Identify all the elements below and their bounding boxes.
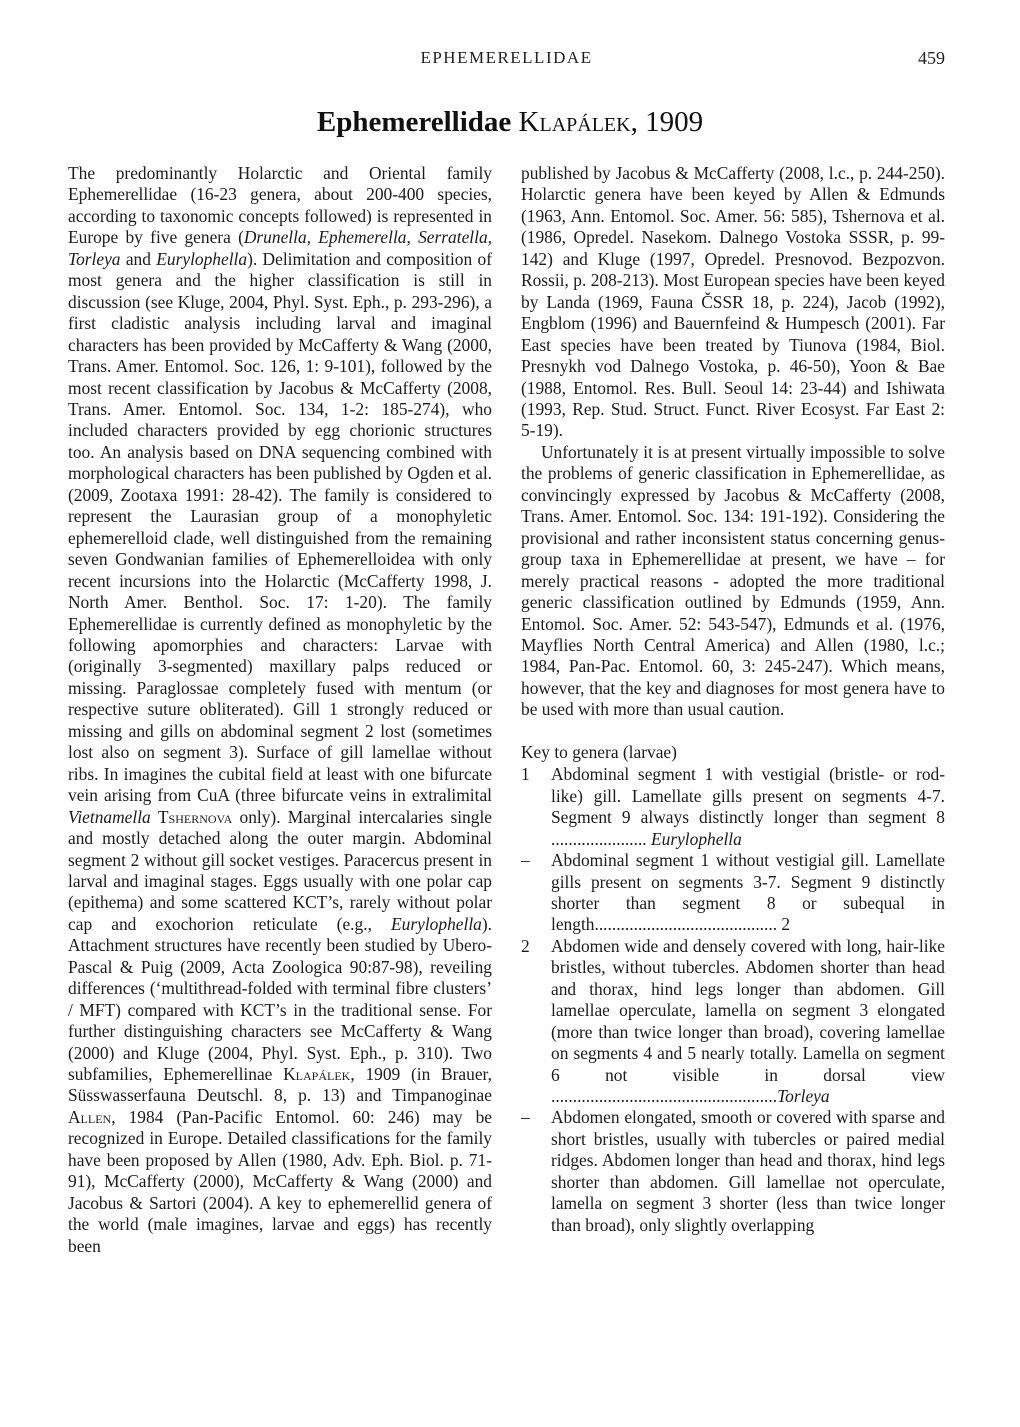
key-item — [521, 1107, 945, 1236]
key-item-marker: 1 — [521, 764, 530, 785]
body-paragraph: Unfortunately it is at present virtually impossible to solve the problems of generic classification in Ephemerellidae, as convincingly expressed by Jacobus & McCafferty (2008, Trans. Amer. Entomol. Soc. 134: 191-192). Considering the provisional and rather inconsistent status concerning genus-group taxa in Ephemerellidae at present, we have – for merely practical reasons - adopted the more traditional generic classification outlined by Edmunds (1959, Ann. Entomol. Soc. Amer. 52: 543-547), Edmunds et al. (1976, Mayflies North Central America) and Allen (1980, l.c.; 1984, Pan-Pac. Entomol. 60, 3: 245-247). Which means, however, that the key and diagnoses for most genera have to be used with more than usual caution. — [521, 441, 945, 720]
page-header — [68, 48, 945, 72]
page-number: 459 — [918, 48, 945, 68]
key-item-text: Abdomen elongated, smooth or covered with sparse and short bristles, usually with tubercles or paired medial ridges. Abdomen longer than head and thorax, hind legs shorter than abdomen. Gill lamellae not operculate, lamella on segment 3 shorter (less than twice longer than broad), only slightly overlapping — [551, 1107, 945, 1235]
key-item-text: Abdominal segment 1 with vestigial (bristle- or rod-like) gill. Lamellate gills present on segments 4-7. Segment 9 always distinctly longer than segment 8 ...................... Eurylophella — [551, 764, 945, 849]
running-title: EPHEMERELLIDAE — [420, 48, 593, 67]
key-list — [521, 764, 945, 1236]
key-item-marker: 2 — [521, 935, 530, 956]
key-heading: Key to genera (larvae) — [521, 741, 677, 762]
body-paragraph: The predominantly Holarctic and Oriental family Ephemerellidae (16-23 genera, about 200‑400 species, according to taxonomic concepts followed) is represented in Europe by five genera (Drunella, Ephemerella, Serratella, Torleya and Eurylophella). Delimitation and composition of most genera and the higher classification is still in discussion (see Kluge, 2004, Phyl. Syst. Eph., p. 293-296), a first cladistic analysis including larval and imaginal characters has been provided by McCafferty & Wang (2000, Trans. Amer. Entomol. Soc. 126, 1: 9-101), followed by the most recent classification by Jacobus & McCafferty (2008, Trans. Amer. Entomol. Soc. 134, 1-2: 185-274), who included characters provided by egg chorionic structures too. An analysis based on DNA sequencing combined with morphological characters has been published by Ogden et al. (2009, Zootaxa 1991: 28-42). The family is considered to represent the Laurasian group of a monophyletic ephemerelloid clade, well distinguished from the remaining seven Gondwanian families of Ephemerelloidea with only recent incursions into the Holarctic (McCafferty 1998, J. North Amer. Benthol. Soc. 17: 1-20). The family Ephemerellidae is currently defined as monophyletic by the following apomorphies and characters: Larvae with (originally 3-segmented) maxillary palps reduced or missing. Paraglossae completely fused with mentum (or respective suture obliterated). Gill 1 strongly reduced or missing and gills on abdominal segment 2 lost (sometimes lost also on segment 3). Surface of gill lamellae without ribs. In imagines the cubital field at least with one bifurcate vein arising from CuA (three bifurcate veins in extralimital Vietnamella Tshernova only). Marginal intercalaries single and mostly detached along the outer margin. Abdominal segment 2 without gill socket vestiges. Paracercus present in larval and imaginal stages. Eggs usually with one polar cap (epithema) and some scattered KCT’s, rarely without polar cap and exochorion reticulate (e.g., Eurylophella). Attachment structures have recently been studied by Ubero-Pascal & Puig (2009, Acta Zoologica 90:87-98), reveiling differences (‘multithread-folded with terminal fibre clusters’ / MFT) compared with KCT’s in the traditional sense. For further distinguishing characters see McCafferty & Wang (2000) and Kluge (2004, Phyl. Syst. Eph., p. 310). Two subfamilies, Ephemerellinae Klapálek, 1909 (in Brauer, Süsswasserfauna Deutschl. 8, p. 13) and Timpanoginae Allen, 1984 (Pan-Pacific Entomol. 60: 246) may be recognized in Europe. Detailed classifications for the family have been proposed by Allen (1980, Adv. Eph. Biol. p. 71-91), McCafferty (2000), McCafferty & Wang (2000) and Jacobus & Sartori (2004). A key to ephemerellid genera of the world (male imagines, larvae and eggs) has recently been — [68, 163, 493, 1256]
key-item-marker: – — [521, 1107, 530, 1128]
key-item — [521, 764, 945, 850]
key-item-text: Abdomen wide and densely covered with long, hair-like bristles, without tubercles. Abdomen shorter than head and thorax, hind legs longer than abdomen. Gill lamellae operculate, lamella on segment 3 elongated (more than twice longer than broad), covering lamellae on segments 4 and 5 nearly totally. Lamella on segment 6 not visible in dorsal view ....................................................Torleya — [551, 935, 945, 1107]
title-authority: Klapálek — [518, 106, 631, 138]
key-item-text: Abdominal segment 1 without vestigial gill. Lamellate gills present on segments 3-7. Segment 9 distinctly shorter than segment 8 or subequal in length.......................................... 2 — [551, 850, 945, 935]
body-paragraph: published by Jacobus & McCafferty (2008, l.c., p. 244-250). Holarctic genera have been keyed by Allen & Edmunds (1963, Ann. Entomol. Soc. Amer. 56: 585), Tshernova et al. (1986, Opredel. Nasekom. Dalnego Vostoka SSSR, p. 99-142) and Kluge (1997, Opredel. Presnovod. Bezpozvon. Rossii, p. 208-213). Most European species have been keyed by Landa (1969, Fauna ČSSR 18, p. 224), Jacob (1992), Engblom (1996) and Bauernfeind & Humpesch (2001). Far East species have been treated by Tiunova (1984, Biol. Presnykh vod Dalnego Vostoka, p. 46-50), Yoon & Bae (1988, Entomol. Res. Bull. Seoul 14: 23-44) and Ishiwata (1993, Rep. Stud. Struct. Funct. River Ecosyst. Far East 2: 5-19). — [521, 163, 945, 441]
chapter-title — [0, 106, 1020, 139]
text-columns — [68, 163, 945, 1257]
key-item — [521, 936, 945, 1108]
right-column — [521, 163, 945, 1257]
family-name: Ephemerellidae — [316, 106, 512, 138]
key-item-marker: – — [521, 850, 530, 871]
left-column — [68, 163, 492, 1257]
title-year: , 1909 — [630, 106, 704, 138]
key-item — [521, 850, 945, 936]
